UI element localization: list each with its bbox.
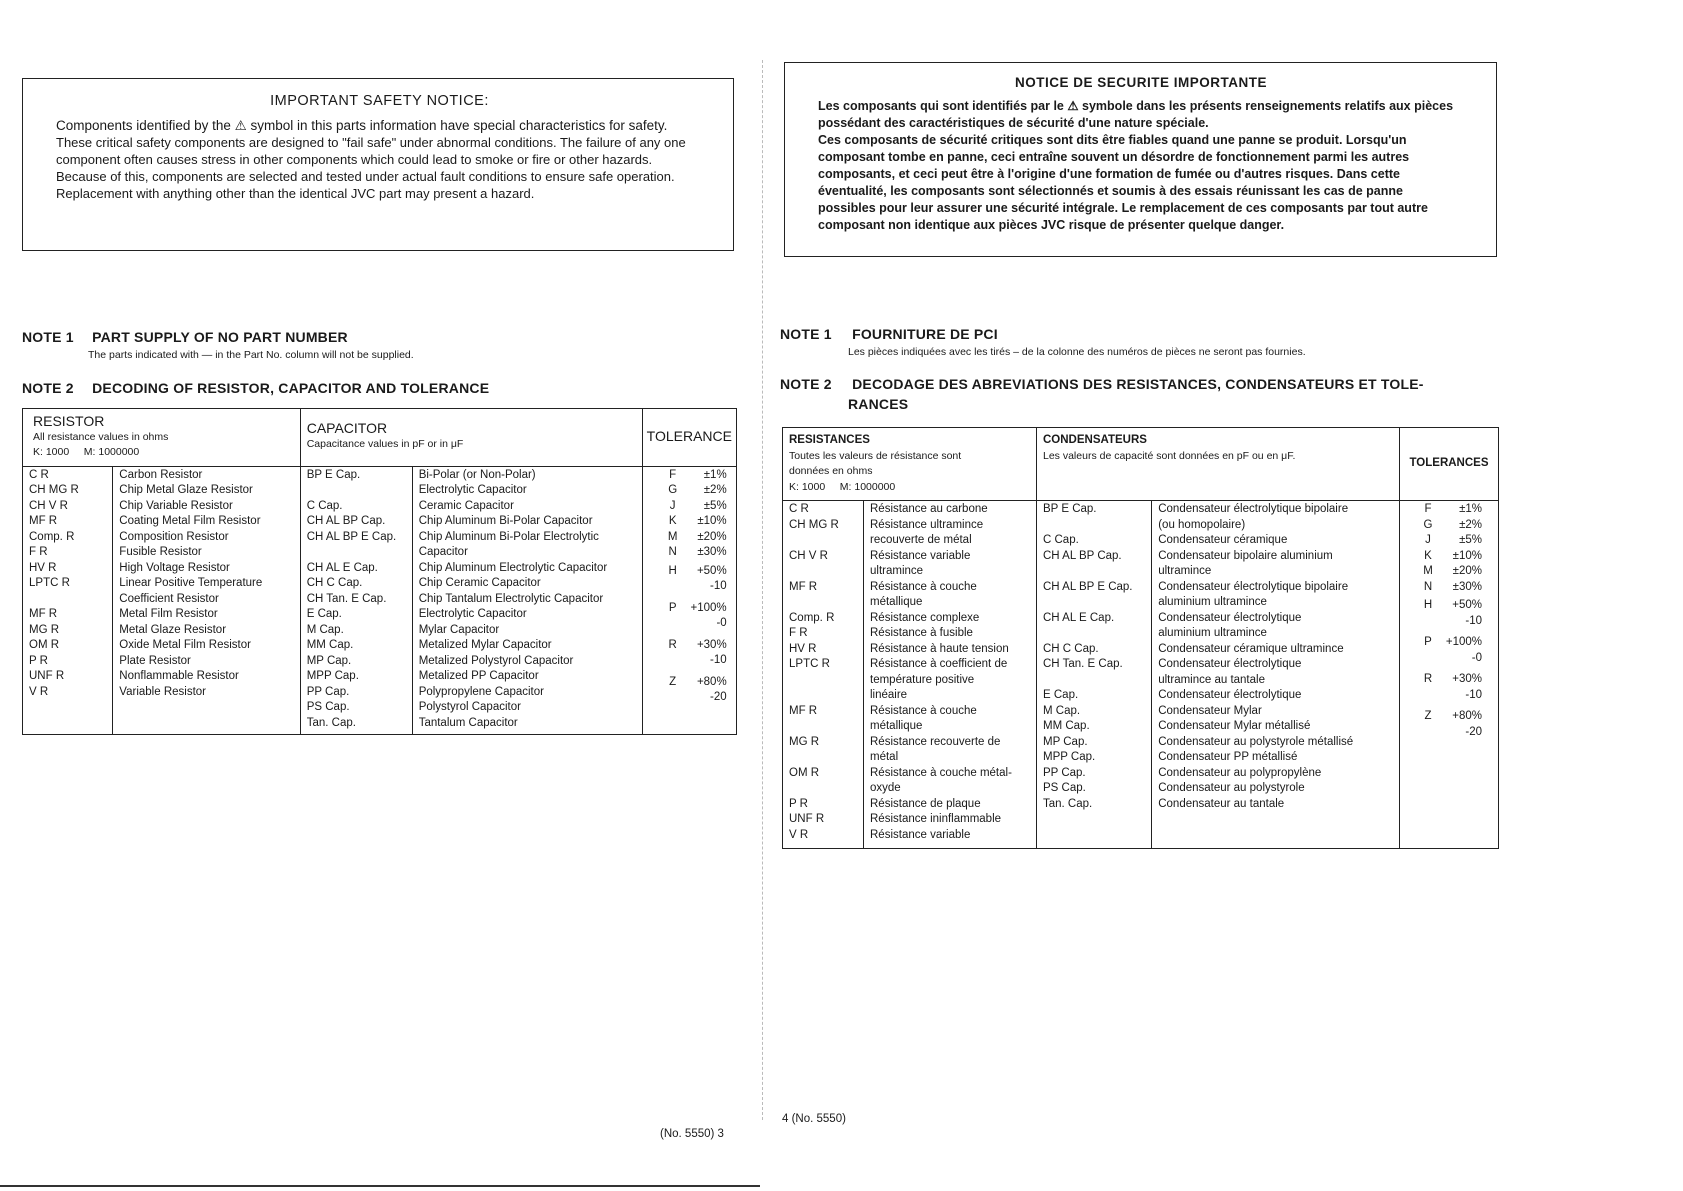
capacitor-name: Capacitor <box>418 546 468 558</box>
resistances-subtitle: Toutes les valeurs de résistance sont <box>789 449 962 462</box>
condensateur-code: PP Cap. <box>1043 766 1086 779</box>
condensateur-name: Condensateur électrolytique <box>1158 611 1302 624</box>
condensateur-name: Condensateur électrolytique bipolaire <box>1158 580 1349 593</box>
resistor-code: C R <box>29 468 49 481</box>
resistor-code: MF R <box>29 515 58 527</box>
note1-heading-fr <box>780 326 998 342</box>
resistance-code <box>789 750 857 766</box>
right-page <box>760 0 1683 1191</box>
resistance-code <box>789 688 857 704</box>
resistor-name: Fusible Resistor <box>119 546 202 558</box>
safety-notice-body: These critical safety components are designed to "fail safe" under abnormal conditions. The failure of any one component often causes stress in other components which could lead to smoke or fire or other hazards. Because of this, components are selected and tested under actual fault conditions to ensure safe operation. Replacement with anything other than the identical JVC part may present a hazard. <box>56 135 686 201</box>
resistor-code: HV R <box>29 561 57 574</box>
tolerance-value: ±10% <box>1452 549 1482 562</box>
capacitor-code: E Cap. <box>306 608 342 620</box>
tolerance-value: ±30% <box>697 546 727 558</box>
capacitor-name: Chip Tantalum Electrolytic Capacitor <box>418 592 604 605</box>
resistance-code: Comp. R <box>789 611 835 624</box>
capacitor-code: Tan. Cap. <box>306 716 356 729</box>
capacitor-name: Polypropylene Capacitor <box>418 685 544 698</box>
condensateur-name: Condensateur Mylar <box>1158 704 1262 717</box>
tolerance-code: R <box>1423 673 1433 685</box>
resistor-code: MF R <box>29 608 58 620</box>
condensateur-code: CH C Cap. <box>1043 642 1099 655</box>
resistance-name: Résistance au carbone <box>870 503 988 515</box>
capacitor-code: PP Cap. <box>306 685 350 698</box>
condensateur-name: ultramince au tantale <box>1158 673 1265 686</box>
resistor-code: CH V R <box>29 499 68 512</box>
tolerance-row <box>659 514 730 530</box>
resistance-code: C R <box>789 503 809 515</box>
resistances-names <box>864 501 1037 849</box>
condensateur-code: CH Tan. E Cap. <box>1043 658 1123 670</box>
capacitor-code: M Cap. <box>306 623 344 636</box>
tolerance-code: Z <box>1424 710 1432 722</box>
capacitor-name: Bi-Polar (or Non-Polar) <box>418 468 536 481</box>
tolerances-title: TOLERANCES <box>1409 457 1489 469</box>
bottom-rule <box>0 1185 760 1187</box>
resistance-code: UNF R <box>789 813 825 825</box>
condensateur-name: Condensateur électrolytique <box>1158 689 1302 701</box>
tolerance-row <box>659 545 730 561</box>
resistor-name: Coating Metal Film Resistor <box>119 515 261 527</box>
resistance-name: métallique <box>870 596 923 608</box>
condensateur-name: ultramince <box>1158 565 1212 577</box>
condensateur-code <box>1043 518 1145 534</box>
condensateur-name: (ou homopolaire) <box>1158 518 1246 531</box>
resistance-code: CH MG R <box>789 518 839 531</box>
capacitor-code: CH AL E Cap. <box>306 561 378 574</box>
resistance-code: F R <box>789 627 808 639</box>
resistance-name: linéaire <box>870 689 908 701</box>
capacitor-code: MP Cap. <box>306 654 352 667</box>
resistance-code: MG R <box>789 735 820 748</box>
tolerance-title: TOLERANCE <box>646 428 732 444</box>
condensateur-code: CH AL BP Cap. <box>1043 549 1122 562</box>
tolerance-row <box>1414 564 1492 580</box>
tolerance-value: ±2% <box>1459 518 1482 531</box>
condensateurs-subtitle: Les valeurs de capacité sont données en pF ou en μF. <box>1043 449 1296 462</box>
condensateur-code <box>1043 595 1145 611</box>
condensateur-code: Tan. Cap. <box>1043 797 1093 810</box>
condensateur-code <box>1043 626 1145 642</box>
tolerance-list <box>642 466 736 734</box>
resistance-name: Résistance ultramince <box>870 518 984 531</box>
tolerance-value: ±30% <box>1452 580 1482 593</box>
resistance-name: ultramince <box>870 565 924 577</box>
resistance-name: Résistance à couche <box>870 580 977 593</box>
tolerance-value: +80% -20 <box>1452 710 1482 738</box>
tolerance-value: ±10% <box>697 515 727 527</box>
condensateur-code: MP Cap. <box>1043 735 1088 748</box>
tolerance-row <box>1414 672 1492 703</box>
capacitor-name: Metalized PP Capacitor <box>418 670 539 682</box>
condensateur-code <box>1043 673 1145 689</box>
condensateur-code: MPP Cap. <box>1043 751 1096 763</box>
capacitor-code: BP E Cap. <box>306 468 361 481</box>
capacitor-names <box>412 466 642 734</box>
condensateur-name: Condensateur céramique ultramince <box>1158 642 1344 655</box>
resistor-code: F R <box>29 546 48 558</box>
note1-heading <box>22 329 348 345</box>
capacitor-header <box>300 409 642 467</box>
resistor-code: P R <box>29 654 48 667</box>
resistance-name: Résistance à coefficient de <box>870 658 1008 670</box>
resistance-name: Résistance variable <box>870 549 971 562</box>
capacitor-title: CAPACITOR <box>306 420 388 436</box>
resistances-title: RESISTANCES <box>789 434 870 446</box>
tolerance-header <box>642 409 736 467</box>
note2-title-fr: DECODAGE DES ABREVIATIONS DES RESISTANCES, CONDENSATEURS ET TOLE- <box>852 376 1424 392</box>
tolerance-code: P <box>1424 636 1432 648</box>
resistor-code: MG R <box>29 623 60 636</box>
resistance-code <box>789 595 857 611</box>
resistor-name: Plate Resistor <box>119 654 191 667</box>
capacitor-code: C Cap. <box>306 499 343 512</box>
condensateurs-names <box>1152 501 1400 849</box>
tolerance-code: K <box>1424 549 1432 562</box>
capacitor-codes <box>300 466 412 734</box>
resistance-name: Résistance à couche <box>870 704 977 717</box>
capacitor-name: Chip Aluminum Bi-Polar Capacitor <box>418 515 593 527</box>
decodage-table <box>782 427 1499 849</box>
resistor-name: Linear Positive Temperature <box>119 577 263 589</box>
resistor-name: Metal Film Resistor <box>119 608 218 620</box>
resistance-code <box>789 533 857 549</box>
resistance-code: OM R <box>789 766 820 779</box>
condensateur-code <box>1043 564 1145 580</box>
tolerance-value: +80% -20 <box>696 675 727 703</box>
tolerance-row <box>659 601 730 632</box>
capacitor-code: PS Cap. <box>306 701 350 713</box>
condensateur-name: Condensateur céramique <box>1158 534 1288 546</box>
resistor-names <box>113 466 300 734</box>
condensateur-code: BP E Cap. <box>1043 503 1097 515</box>
tolerance-code: H <box>1423 599 1433 611</box>
condensateur-name: Condensateur électrolytique <box>1158 658 1302 670</box>
resistance-code: HV R <box>789 642 817 655</box>
tolerance-row <box>1414 502 1492 518</box>
resistance-code <box>789 781 857 797</box>
condensateurs-title: CONDENSATEURS <box>1043 434 1147 446</box>
tolerance-code: J <box>1425 534 1431 546</box>
tolerance-row <box>1414 549 1492 565</box>
tolerance-row <box>1414 580 1492 596</box>
resistor-name: Oxide Metal Film Resistor <box>119 639 251 651</box>
tolerance-code: Z <box>669 675 677 688</box>
resistance-name: Résistance de plaque <box>870 797 981 810</box>
resistor-name: Coefficient Resistor <box>119 592 219 605</box>
capacitor-name: Metalized Mylar Capacitor <box>418 639 552 651</box>
condensateur-name: Condensateur Mylar métallisé <box>1158 720 1311 732</box>
note1-title-fr: FOURNITURE DE PCI <box>852 326 998 342</box>
tolerance-value: ±5% <box>703 499 727 512</box>
tolerance-row <box>659 468 730 484</box>
condensateur-code: PS Cap. <box>1043 782 1086 794</box>
tolerance-code: M <box>667 530 678 543</box>
tolerance-code: M <box>1423 565 1433 577</box>
capacitor-code <box>307 483 406 499</box>
capacitor-subtitle: Capacitance values in pF or in μF <box>306 437 464 450</box>
capacitor-name: Ceramic Capacitor <box>418 499 514 512</box>
resistor-code: OM R <box>29 639 60 651</box>
capacitor-code: MPP Cap. <box>306 670 359 682</box>
condensateur-code: E Cap. <box>1043 689 1079 701</box>
condensateur-code: MM Cap. <box>1043 720 1090 732</box>
resistor-code <box>29 592 106 608</box>
resistance-name: Résistance à haute tension <box>870 642 1009 655</box>
tolerance-value: ±20% <box>1452 565 1482 577</box>
note2-title: DECODING OF RESISTOR, CAPACITOR AND TOLERANCE <box>92 380 490 396</box>
capacitor-name: Polystyrol Capacitor <box>418 701 521 713</box>
condensateur-code: CH AL E Cap. <box>1043 611 1115 624</box>
tolerance-value: +100% -0 <box>1445 636 1482 664</box>
tolerance-value: ±5% <box>1459 534 1482 546</box>
resistor-code: CH MG R <box>29 484 79 496</box>
resistor-name: Nonflammable Resistor <box>119 670 239 682</box>
note2-heading <box>22 380 489 396</box>
capacitor-name: Electrolytic Capacitor <box>418 608 527 620</box>
resistor-name: High Voltage Resistor <box>119 561 230 574</box>
capacitor-code: CH AL BP Cap. <box>306 515 386 527</box>
capacitor-code: CH C Cap. <box>306 577 363 589</box>
condensateur-name: Condensateur au polypropylène <box>1158 766 1322 779</box>
resistor-code: Comp. R <box>29 530 75 543</box>
capacitor-name: Electrolytic Capacitor <box>418 484 527 496</box>
note1-number: NOTE 1 <box>22 329 74 345</box>
resistor-name: Chip Metal Glaze Resistor <box>119 484 253 496</box>
note1-title: PART SUPPLY OF NO PART NUMBER <box>92 329 348 345</box>
note2-title-fr-line2: RANCES <box>848 396 909 412</box>
tolerance-row <box>659 675 730 706</box>
tolerances-list <box>1400 501 1499 849</box>
tolerance-row <box>1414 533 1492 549</box>
capacitor-name: Chip Aluminum Bi-Polar Electrolytic <box>418 530 599 543</box>
tolerance-code: P <box>668 601 677 614</box>
tolerance-row <box>1414 635 1492 666</box>
tolerance-code: K <box>668 515 677 527</box>
condensateurs-codes <box>1037 501 1152 849</box>
tolerance-value: +50% -10 <box>696 564 727 592</box>
tolerance-code: F <box>1424 503 1432 515</box>
resistances-subtitle-2: données en ohms <box>789 465 873 477</box>
resistance-name: Résistance à couche métal- <box>870 766 1012 779</box>
resistance-name: oxyde <box>870 782 901 794</box>
condensateur-name: Condensateur PP métallisé <box>1158 751 1298 763</box>
tolerance-value: +100% -0 <box>690 601 727 629</box>
left-page <box>0 0 760 1191</box>
resistor-code: LPTC R <box>29 577 70 589</box>
resistance-code <box>789 673 857 689</box>
resistance-name: Résistance ininflammable <box>870 813 1002 825</box>
notice-securite-lead: Les composants qui sont identifiés par le ⚠ symbole dans les présents renseignements relatifs aux pièces possédant des caractéristiques de sécurité d'une nature spéciale. <box>818 99 1454 130</box>
resistor-header <box>23 409 301 467</box>
condensateur-name: Condensateur bipolaire aluminium <box>1158 549 1333 562</box>
resistance-name: Résistance complexe <box>870 611 980 624</box>
capacitor-name: Chip Aluminum Electrolytic Capacitor <box>418 561 608 574</box>
tolerance-code: G <box>1423 518 1433 531</box>
capacitor-name: Metalized Polystyrol Capacitor <box>418 654 574 667</box>
condensateur-code: C Cap. <box>1043 534 1079 546</box>
tolerance-row <box>659 499 730 515</box>
resistor-name: Carbon Resistor <box>119 468 203 481</box>
capacitor-code <box>307 545 406 561</box>
condensateurs-header <box>1037 428 1400 501</box>
resistor-name: Variable Resistor <box>119 685 207 698</box>
tolerances-header <box>1400 428 1499 501</box>
resistances-units: K: 1000 M: 1000000 <box>789 480 896 493</box>
capacitor-code: CH Tan. E Cap. <box>306 592 387 605</box>
capacitor-name: Chip Ceramic Capacitor <box>418 577 541 589</box>
tolerance-code: J <box>669 499 676 512</box>
resistance-name: métal <box>870 751 899 763</box>
tolerance-code: R <box>668 638 677 651</box>
condensateur-name: aluminium ultramince <box>1158 596 1267 608</box>
note1-text: The parts indicated with — in the Part No. column will not be supplied. <box>88 349 414 361</box>
tolerance-value: +50% -10 <box>1452 599 1482 627</box>
condensateur-code: CH AL BP E Cap. <box>1043 580 1133 593</box>
capacitor-code: MM Cap. <box>306 639 354 651</box>
resistances-codes <box>783 501 864 849</box>
resistance-code: MF R <box>789 580 818 593</box>
tolerance-code: H <box>668 564 677 577</box>
resistance-name: Résistance variable <box>870 828 971 841</box>
tolerance-row <box>659 530 730 546</box>
tolerance-code: G <box>668 484 678 496</box>
tolerance-value: ±20% <box>697 530 727 543</box>
safety-notice-box <box>22 78 734 251</box>
resistance-code <box>789 564 857 580</box>
note2-heading-fr <box>780 376 1424 392</box>
resistance-name: Résistance à fusible <box>870 627 973 639</box>
tolerance-row <box>659 564 730 595</box>
resistor-title: RESISTOR <box>33 413 105 429</box>
condensateur-name: Condensateur au polystyrole <box>1158 782 1305 794</box>
condensateur-name: Condensateur au polystyrole métallisé <box>1158 735 1354 748</box>
condensateur-code: M Cap. <box>1043 704 1081 717</box>
resistor-name: Chip Variable Resistor <box>119 499 233 512</box>
tolerance-code: N <box>668 546 677 558</box>
resistor-subtitle: All resistance values in ohms <box>33 430 169 443</box>
resistor-units: K: 1000 M: 1000000 <box>33 446 140 458</box>
tolerance-value: ±2% <box>703 484 727 496</box>
resistance-code: V R <box>789 828 809 841</box>
safety-notice-lead: Components identified by the ⚠ symbol in this parts information have special characteristics for safety. <box>56 118 668 133</box>
resistor-name: Composition Resistor <box>119 530 229 543</box>
page-number-left: (No. 5550) 3 <box>660 1128 724 1140</box>
safety-notice-title: IMPORTANT SAFETY NOTICE: <box>270 93 489 109</box>
resistance-code: LPTC R <box>789 658 830 670</box>
resistor-name: Metal Glaze Resistor <box>119 623 227 636</box>
tolerance-code: F <box>669 468 677 481</box>
tolerance-row <box>1414 709 1492 740</box>
notice-securite-box <box>784 62 1497 257</box>
tolerance-row <box>659 638 730 669</box>
resistance-name: recouverte de métal <box>870 534 972 546</box>
note2-number-fr: NOTE 2 <box>780 376 832 392</box>
note1-text-fr: Les pièces indiquées avec les tirés – de la colonne des numéros de pièces ne seront pas fournies. <box>848 346 1306 358</box>
resistor-codes <box>23 466 113 734</box>
capacitor-name: Mylar Capacitor <box>418 623 500 636</box>
condensateur-name: Condensateur électrolytique bipolaire <box>1158 503 1349 515</box>
tolerance-value: +30% -10 <box>1452 673 1482 701</box>
resistor-code: V R <box>29 685 49 698</box>
resistances-header <box>783 428 1037 501</box>
condensateur-name: Condensateur au tantale <box>1158 797 1285 810</box>
resistance-name: température positive <box>870 673 975 686</box>
capacitor-name: Tantalum Capacitor <box>418 716 518 729</box>
resistance-name: Résistance recouverte de <box>870 735 1001 748</box>
capacitor-code: CH AL BP E Cap. <box>306 530 397 543</box>
tolerance-code: N <box>1423 580 1433 593</box>
resistance-code: CH V R <box>789 549 828 562</box>
resistor-code: UNF R <box>29 670 65 682</box>
notice-securite-body: Ces composants de sécurité critiques sont dits être fiables quand une panne se produit. Lorsqu'un composant tombe en panne, ceci entraîne souvent un désordre de fonctionnement parmi les autres composants, et ceci peut être à l'origine d'une formation de fumée ou d'autres risques. Dans cette éventualité, les composants sont sélectionnés et soumis à des essais réunissant les cas de panne possibles pour leur assurer une sécurité intégrale. Le remplacement de ces composants par tout autre composant non identique aux pièces JVC risque de présenter quelque danger. <box>818 133 1428 232</box>
resistance-code: P R <box>789 797 808 810</box>
tolerance-value: ±1% <box>703 468 727 481</box>
decoding-table <box>22 408 737 735</box>
tolerance-row <box>1414 598 1492 629</box>
page-number-right: 4 (No. 5550) <box>782 1113 846 1125</box>
resistance-code <box>789 719 857 735</box>
note2-number: NOTE 2 <box>22 380 74 396</box>
tolerance-value: +30% -10 <box>696 638 727 666</box>
note1-number-fr: NOTE 1 <box>780 326 832 342</box>
resistance-name: métallique <box>870 720 923 732</box>
notice-securite-title: NOTICE DE SECURITE IMPORTANTE <box>1014 75 1267 90</box>
tolerance-row <box>1414 518 1492 534</box>
resistance-code: MF R <box>789 704 818 717</box>
condensateur-name: aluminium ultramince <box>1158 627 1267 639</box>
tolerance-row <box>659 483 730 499</box>
tolerance-value: ±1% <box>1459 503 1482 515</box>
